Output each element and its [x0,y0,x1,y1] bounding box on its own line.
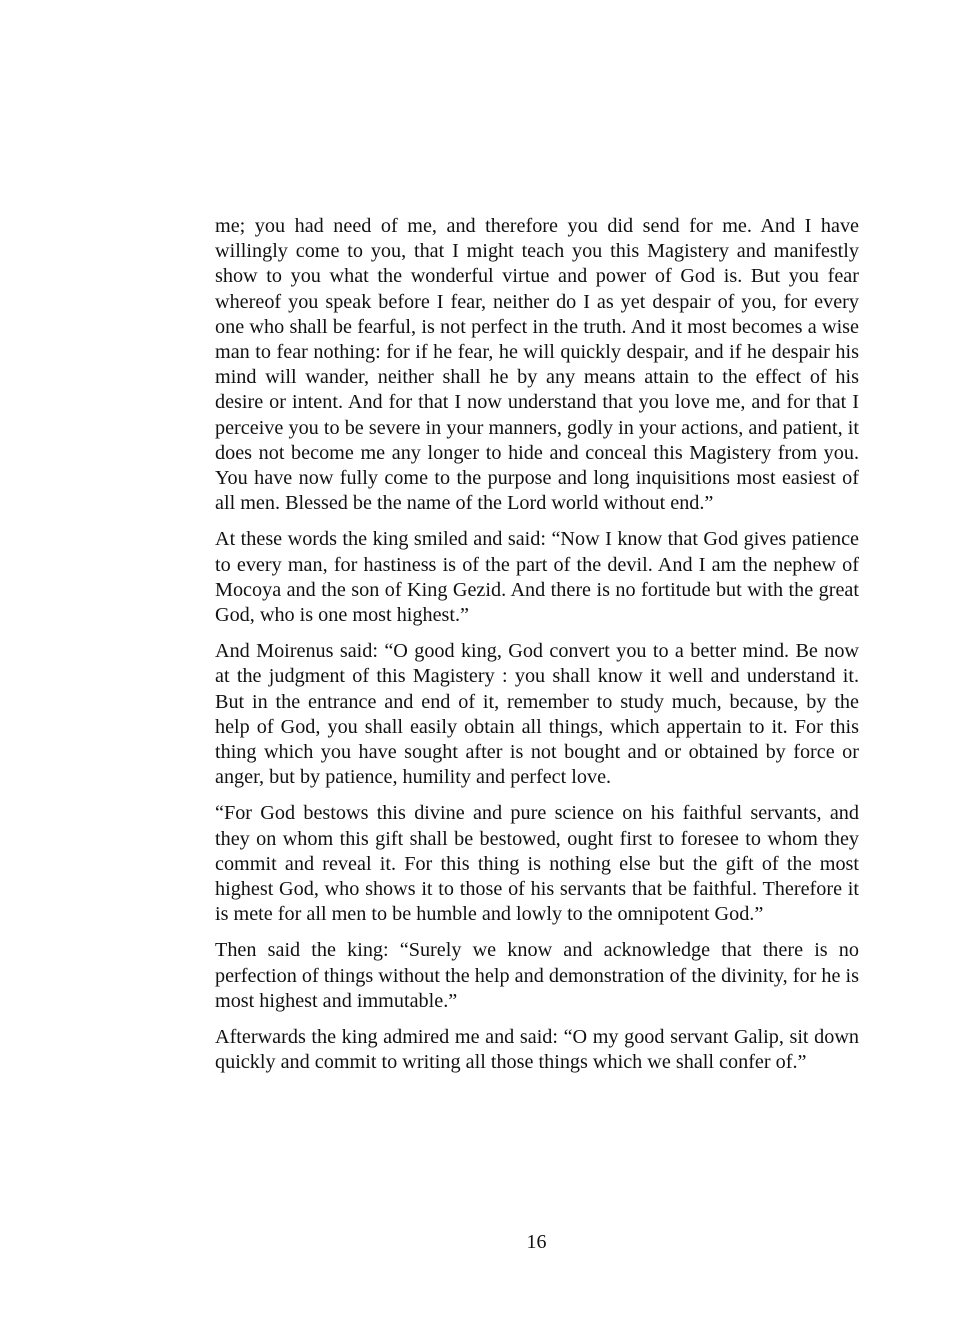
paragraph: And Moirenus said: “O good king, God convert you to a better mind. Be now at the judgment of this Magistery : you shall know it well and understand it. But in the entrance and end of it, remember to study much, because, by the help of God, you shall easily obtain all things, which appertain to it. For this thing which you have sought after is not bought and or obtained by force or anger, but by patience, humility and perfect love. [215,640,859,789]
paragraph: Afterwards the king admired me and said: “O my good servant Galip, sit down quickly and commit to writing all those things which we shall confer of.” [215,1026,859,1074]
page-number: 16 [526,1231,547,1253]
paragraph: me; you had need of me, and therefore you did send for me. And I have willingly come to you, that I might teach you this Magistery and manifestly show to you what the wonderful virtue and power of God is. But you fear whereof you speak before I fear, neither do I as yet despair of you, for every one who shall be fearful, is not perfect in the truth. And it most becomes a wise man to fear nothing: for if he fear, he will quickly despair, and if he despair his mind will wander, neither shall he by any means attain to the effect of his desire or intent. And for that I now understand that you love me, and for that I perceive you to be severe in your manners, godly in your actions, and patient, it does not become me any longer to hide and conceal this Magistery from you. You have now fully come to the purpose and long inquisitions most easiest of all men. Blessed be the name of the Lord world without end.” [215,215,859,515]
paragraph: At these words the king smiled and said: “Now I know that God gives patience to every man, for hastiness is of the part of the devil. And I am the nephew of Mocoya and the son of King Gezid. And there is no fortitude but with the great God, who is one most highest.” [215,528,859,627]
paragraph: Then said the king: “Surely we know and acknowledge that there is no perfection of things without the help and demonstration of the divinity, for he is most highest and immutable.” [215,939,859,1012]
body-text [215,214,859,1087]
paragraph: “For God bestows this divine and pure science on his faithful servants, and they on whom this gift shall be bestowed, ought first to foresee to whom they commit and reveal it. For this thing is nothing else but the gift of the most highest God, who shows it to those of his servants that be faithful. Therefore it is mete for all men to be humble and lowly to the omnipotent God.” [215,802,859,926]
